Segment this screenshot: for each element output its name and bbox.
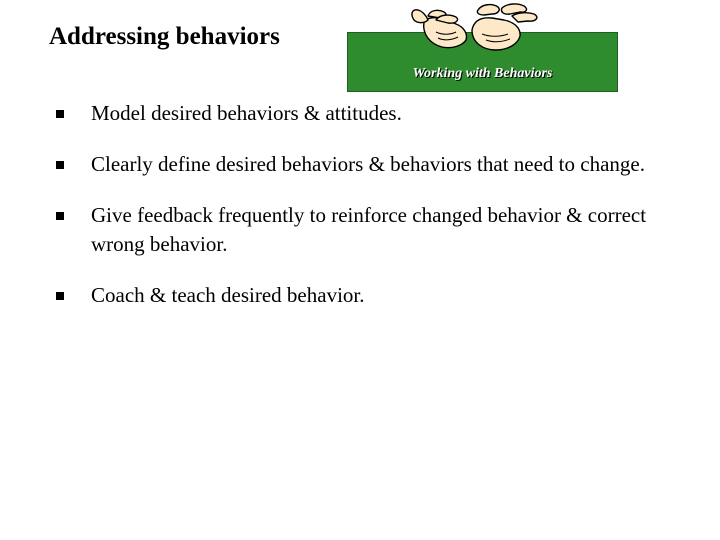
list-item [55, 99, 675, 128]
square-bullet-icon [56, 212, 64, 220]
square-bullet-icon [56, 292, 64, 300]
square-bullet-icon [56, 161, 64, 169]
list-item [55, 201, 675, 259]
slide-title: Addressing behaviors [49, 23, 280, 50]
square-bullet-icon [56, 110, 64, 118]
bullet-text: Clearly define desired behaviors & behaviors that need to change. [91, 152, 645, 176]
list-item [55, 281, 675, 310]
bullet-text: Coach & teach desired behavior. [91, 283, 365, 307]
banner-caption: Working with Behaviors [412, 66, 553, 81]
bullet-text: Model desired behaviors & attitudes. [91, 101, 402, 125]
bullet-list [55, 99, 675, 332]
list-item [55, 150, 675, 179]
hands-icon [400, 0, 545, 58]
bullet-text: Give feedback frequently to reinforce changed behavior & correct wrong behavior. [91, 203, 647, 256]
